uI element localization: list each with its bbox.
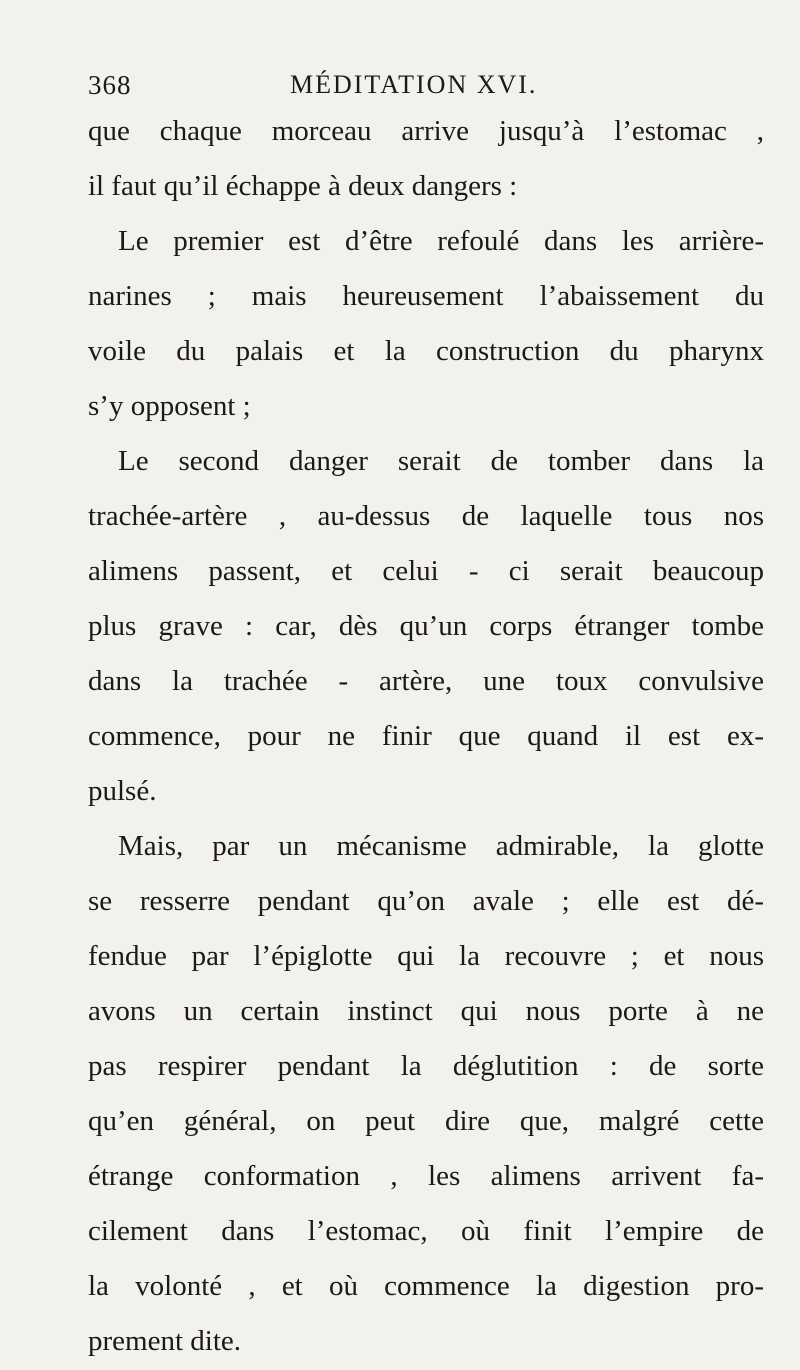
text-line: cilement dans l’estomac, où finit l’empire de xyxy=(88,1215,764,1247)
text-line: fendue par l’épiglotte qui la recouvre ; et nous xyxy=(88,940,764,972)
text-line: commence, pour ne finir que quand il est ex- xyxy=(88,720,764,752)
text-line: Mais, par un mécanisme admirable, la glotte xyxy=(118,830,764,862)
text-line: se resserre pendant qu’on avale ; elle est dé- xyxy=(88,885,764,917)
text-line: pas respirer pendant la déglutition : de sorte xyxy=(88,1050,764,1082)
text-line: pulsé. xyxy=(88,775,157,807)
text-line: avons un certain instinct qui nous porte à ne xyxy=(88,995,764,1027)
text-line: que chaque morceau arrive jusqu’à l’estomac , xyxy=(88,115,764,147)
text-line: dans la trachée - artère, une toux convulsive xyxy=(88,665,764,697)
page-number: 368 xyxy=(88,70,132,100)
text-line: qu’en général, on peut dire que, malgré cette xyxy=(88,1105,764,1137)
text-line: plus grave : car, dès qu’un corps étranger tombe xyxy=(88,610,764,642)
body-text xyxy=(88,104,764,1369)
text-line: Le second danger serait de tomber dans la xyxy=(118,445,764,477)
text-line: prement dite. xyxy=(88,1325,242,1357)
running-head: MÉDITATION XVI. xyxy=(290,70,538,99)
text-line: trachée-artère , au-dessus de laquelle tous nos xyxy=(88,500,764,532)
text-line: Le premier est d’être refoulé dans les arrière- xyxy=(118,225,764,257)
text-line: voile du palais et la construction du pharynx xyxy=(88,335,764,367)
text-line: il faut qu’il échappe à deux dangers : xyxy=(88,170,518,202)
text-line: étrange conformation , les alimens arrivent fa- xyxy=(88,1160,764,1192)
text-line: narines ; mais heureusement l’abaissement du xyxy=(88,280,764,312)
text-line: s’y opposent ; xyxy=(88,390,251,422)
text-line: alimens passent, et celui - ci serait beaucoup xyxy=(88,555,764,587)
text-line: la volonté , et où commence la digestion pro- xyxy=(88,1270,764,1302)
